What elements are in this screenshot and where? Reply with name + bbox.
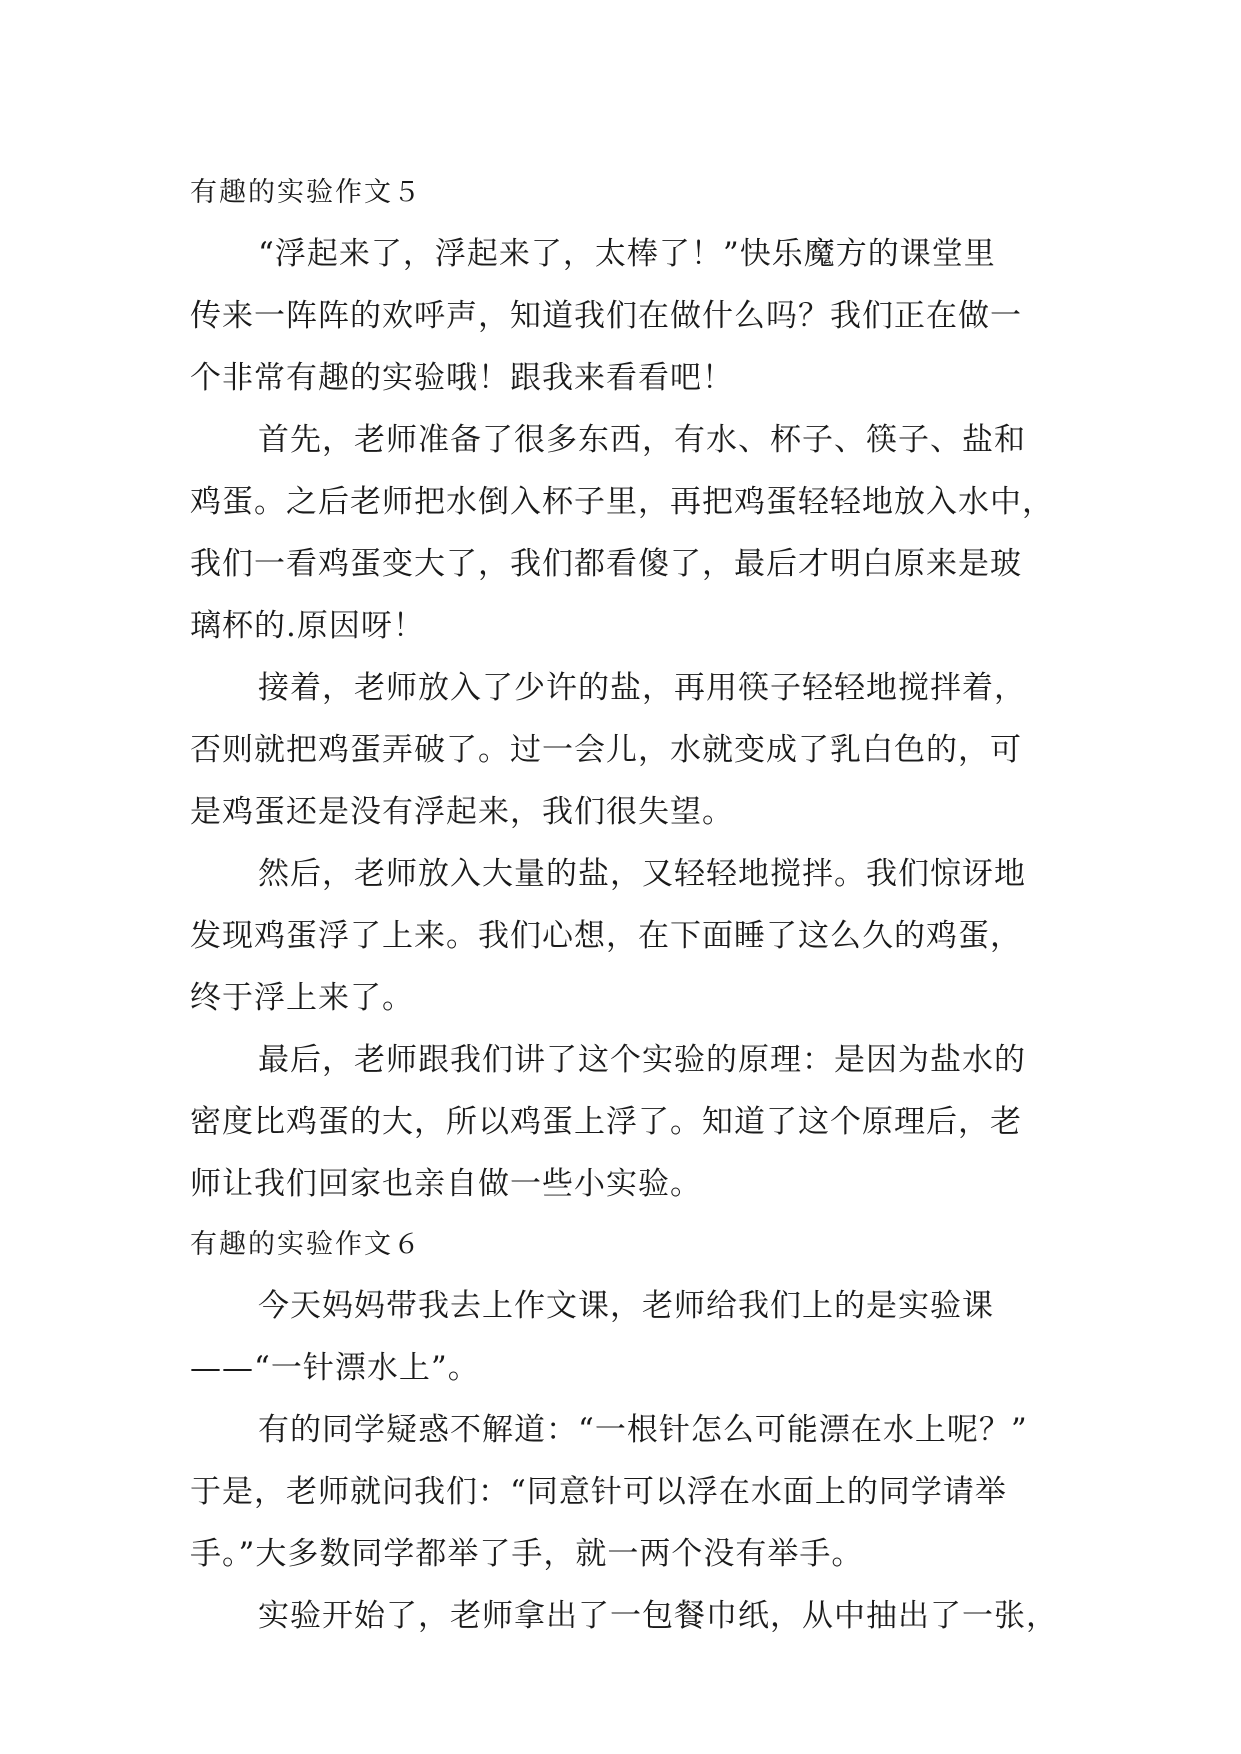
paragraph [190, 843, 1050, 1029]
section-title: 有趣的实验作文５ [190, 177, 422, 208]
text-line: 是鸡蛋还是没有浮起来，我们很失望。 [190, 794, 734, 830]
text-line: 璃杯的.原因呀！ [190, 608, 425, 644]
text-line: 鸡蛋。之后老师把水倒入杯子里，再把鸡蛋轻轻地放入水中， [190, 484, 1054, 520]
paragraph [190, 1029, 1050, 1215]
text-line: 否则就把鸡蛋弄破了。过一会儿，水就变成了乳白色的，可 [190, 732, 1022, 768]
text-line: 首先，老师准备了很多东西，有水、杯子、筷子、盐和 [258, 422, 1026, 458]
text-line: 手。”大多数同学都举了手，就一两个没有举手。 [190, 1536, 864, 1572]
paragraph [190, 1399, 1050, 1585]
text-line: 师让我们回家也亲自做一些小实验。 [190, 1166, 702, 1202]
text-line: 密度比鸡蛋的大，所以鸡蛋上浮了。知道了这个原理后，老 [190, 1104, 1022, 1140]
text-line: 于是，老师就问我们：“同意针可以浮在水面上的同学请举 [190, 1474, 1007, 1510]
paragraph [190, 1275, 1050, 1399]
text-line: 接着，老师放入了少许的盐，再用筷子轻轻地搅拌着， [258, 670, 1026, 706]
paragraph [190, 223, 1050, 409]
text-line: 实验开始了，老师拿出了一包餐巾纸，从中抽出了一张， [258, 1598, 1058, 1634]
text-line: 最后，老师跟我们讲了这个实验的原理：是因为盐水的 [258, 1042, 1026, 1078]
section-title: 有趣的实验作文６ [190, 1229, 422, 1260]
text-line: 传来一阵阵的欢呼声，知道我们在做什么吗？我们正在做一 [190, 298, 1022, 334]
paragraph [190, 657, 1050, 843]
text-line: 我们一看鸡蛋变大了，我们都看傻了，最后才明白原来是玻 [190, 546, 1022, 582]
text-line: “浮起来了，浮起来了，太棒了！”快乐魔方的课堂里 [258, 236, 996, 272]
text-line: 个非常有趣的实验哦！跟我来看看吧！ [190, 360, 734, 396]
text-line: 今天妈妈带我去上作文课，老师给我们上的是实验课 [258, 1288, 994, 1324]
text-line: 发现鸡蛋浮了上来。我们心想，在下面睡了这么久的鸡蛋， [190, 918, 1022, 954]
paragraph [190, 409, 1054, 657]
text-line: 然后，老师放入大量的盐，又轻轻地搅拌。我们惊讶地 [258, 856, 1026, 892]
document-body [190, 163, 1058, 1647]
text-line: ——“一针漂水上”。 [190, 1350, 480, 1386]
text-line: 有的同学疑惑不解道：“一根针怎么可能漂在水上呢？” [258, 1412, 1028, 1448]
paragraph [190, 1585, 1058, 1647]
text-line: 终于浮上来了。 [190, 980, 414, 1016]
